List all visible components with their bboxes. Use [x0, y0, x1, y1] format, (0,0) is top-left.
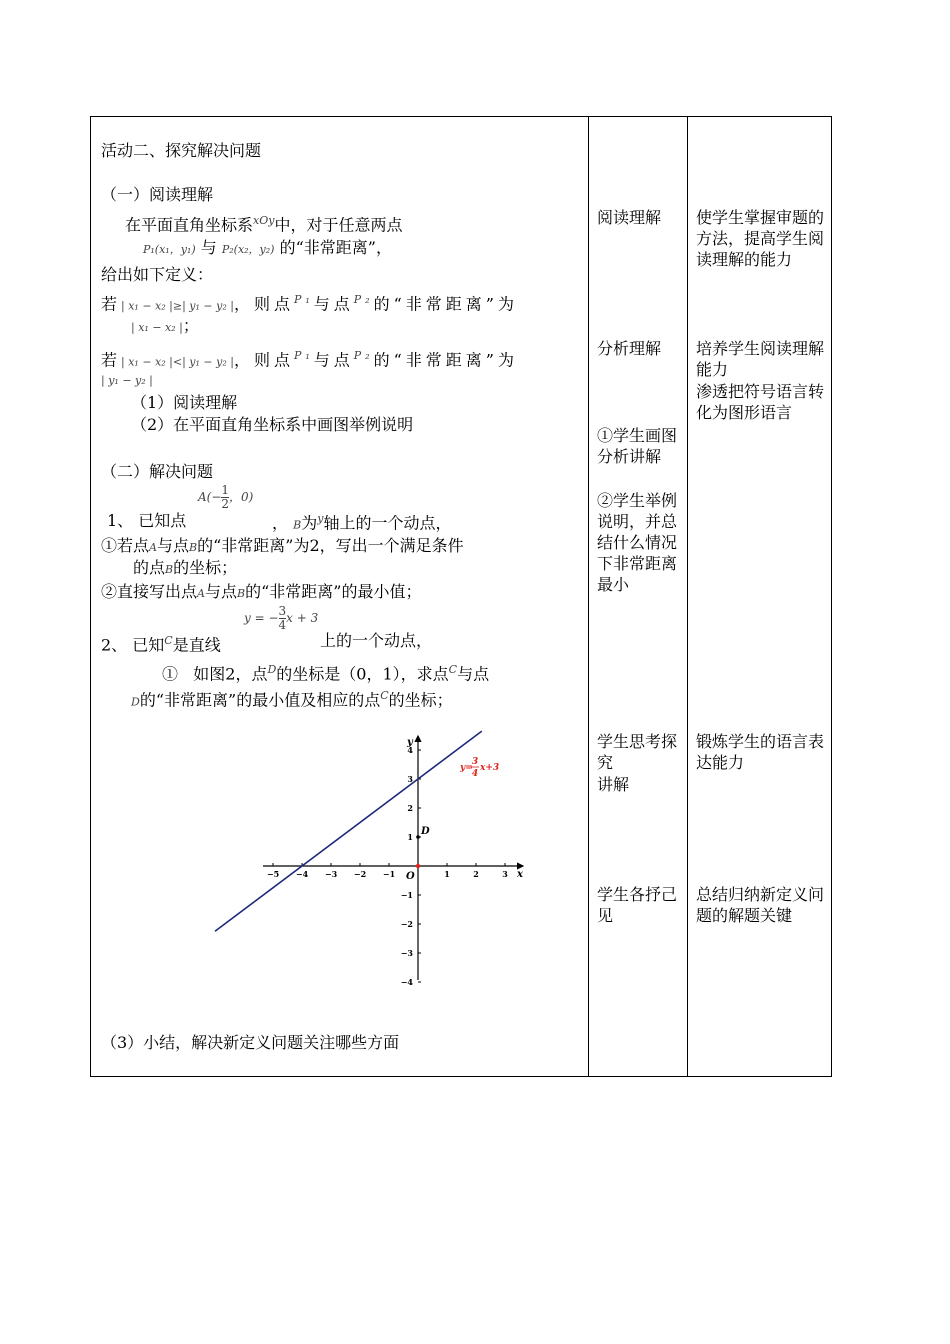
q1-line: 1、 已知点	[107, 511, 187, 530]
intro-line: 在平面直角坐标系$^{xOy}$中，对于任意两点	[125, 214, 403, 235]
origin-marker	[416, 864, 420, 868]
x-axis-label: x	[517, 869, 523, 880]
equation-label-suffix: x+3	[480, 763, 500, 773]
x-tick-label: 1	[444, 869, 450, 879]
x-tick-label: −5	[266, 869, 280, 879]
point-d-marker	[416, 835, 420, 839]
col2-item-think: 学生思考探究	[597, 732, 678, 772]
coordinate-graph	[210, 725, 540, 995]
origin-label: O	[406, 871, 415, 882]
q2-part-1: ① 如图2，点$^D$的坐标是（0，1），求点$^C$与点	[162, 663, 490, 684]
x-tick-label: −4	[295, 869, 309, 879]
summary-line: （3）小结，解决新定义问题关注哪些方面	[101, 1033, 400, 1052]
equation-label-denominator: 4	[471, 769, 479, 779]
subitem-1: （1）阅读理解	[131, 393, 238, 412]
definition-1-value: | x₁ − x₂ |；	[131, 316, 199, 335]
q1-part-1: ①若点A与点B的“非常距离”为2，写出一个满足条件	[101, 536, 464, 555]
point-a-coordinate: A(− $\frac{1}{2}$ ，0)	[198, 483, 254, 511]
q1-part-1-cont: 的点B的坐标；	[133, 558, 238, 577]
section-solve-title: （二）解决问题	[101, 462, 214, 481]
col3-item-reading: 使学生掌握审题的方法，提高学生阅读理解的能力	[696, 208, 825, 269]
activity-heading: 活动二、探究解决问题	[101, 141, 262, 160]
points-line: P₁(x₁，y₁) 与 P₂(x₂，y₂) 的“非常距离”，	[143, 238, 392, 257]
definition-2: 若| x₁ − x₂ |<| y₁ − y₂ |，则点$^{P_1}$与点$^{P_2}$的“非常距离”为	[101, 349, 518, 370]
col2-item-draw: ①学生画图分析讲解	[597, 426, 678, 466]
line-equation: y = − $\frac{3}{4}$ x + 3	[244, 604, 319, 632]
y-tick-label: −3	[400, 948, 413, 958]
y-tick-label: 1	[407, 832, 413, 842]
col3-item-analysis: 培养学生阅读理解能力	[696, 339, 825, 379]
col2-item-reading: 阅读理解	[597, 208, 662, 227]
y-tick-label: −1	[400, 890, 413, 900]
point-d-label: D	[421, 826, 430, 837]
equation-label-numerator: 3	[471, 757, 479, 767]
definition-intro: 给出如下定义：	[101, 265, 214, 284]
y-tick-label: 3	[407, 774, 413, 784]
definition-1: 若| x₁ − x₂ |≥| y₁ − y₂ |，则点$^{P_1}$与点$^{P_2}$的“非常距离”为	[101, 293, 518, 314]
col2-item-opinion: 学生各抒己见	[597, 885, 678, 925]
y-tick-label: −4	[400, 977, 413, 987]
y-tick-label: 4	[407, 745, 413, 755]
x-tick-label: −1	[382, 869, 396, 879]
col2-item-explain: 讲解	[597, 775, 630, 794]
col2-item-example: ②学生举例说明，并总结什么情况下非常距离最小	[597, 491, 678, 594]
col3-item-language: 锻炼学生的语言表达能力	[696, 732, 825, 772]
col2-item-analysis: 分析理解	[597, 339, 662, 358]
x-tick-label: 3	[502, 869, 508, 879]
x-tick-label: −2	[353, 869, 367, 879]
line-y-3-4x-plus-3	[215, 731, 482, 931]
col3-item-symbol: 渗透把符号语言转化为图形语言	[696, 382, 825, 422]
definition-2-value: | y₁ − y₂ |	[101, 374, 153, 387]
q1-part-2: ②直接写出点A与点B的“非常距离”的最小值；	[101, 582, 422, 601]
col3-item-summary: 总结归纳新定义问题的解题关键	[696, 885, 825, 925]
y-tick-label: 2	[407, 803, 413, 813]
q2-part-1-cont: D的“非常距离”的最小值及相应的点$^C$的坐标；	[131, 689, 453, 710]
column-divider-1	[588, 117, 589, 1076]
subitem-2: （2）在平面直角坐标系中画图举例说明	[131, 415, 414, 434]
q2-line: 2、 已知$^C$是直线	[101, 634, 221, 655]
equation-label-prefix: y=	[460, 763, 473, 773]
q2-line-b: 上的一个动点，	[320, 631, 433, 650]
y-axis-label: y	[407, 737, 413, 748]
x-tick-label: 2	[473, 869, 479, 879]
y-tick-label: −2	[400, 919, 413, 929]
section-reading-title: （一）阅读理解	[101, 185, 214, 204]
column-divider-2	[687, 117, 688, 1076]
q1-line-b: ， B为$^y$轴上的一个动点，	[272, 512, 452, 533]
x-tick-label: −3	[324, 869, 338, 879]
